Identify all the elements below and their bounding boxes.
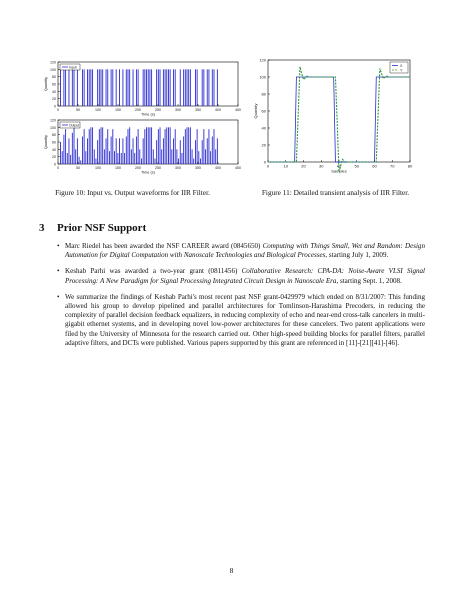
legend-label: X (400, 63, 403, 68)
x-tick-label: 350 (195, 108, 201, 112)
x-tick-label: 50 (76, 166, 80, 170)
bullet-icon: • (57, 292, 60, 301)
x-tick-label: 350 (195, 166, 201, 170)
x-axis-label: Time (s) (141, 112, 155, 117)
y-axis-label: Quantity (253, 103, 258, 119)
y-tick-label: 20 (52, 97, 56, 102)
x-tick-label: 20 (301, 163, 306, 169)
y-tick-label: 80 (52, 75, 56, 80)
bullet-text: Marc Riedel has been awarded the NSF CAREER award (0845650) (65, 242, 263, 250)
x-tick-label: 250 (155, 108, 161, 112)
figure-10 (44, 58, 244, 178)
section-number: 3 (39, 222, 45, 234)
y-tick-label: 0 (54, 162, 56, 167)
x-tick-label: 450 (235, 166, 241, 170)
x-tick-label: 70 (390, 163, 395, 169)
y-tick-label: 40 (52, 147, 56, 152)
x-tick-label: 50 (76, 108, 80, 112)
y-tick-label: 60 (261, 108, 266, 114)
y-tick-label: 0 (263, 159, 266, 165)
y-tick-label: 120 (50, 118, 56, 123)
x-tick-label: 10 (283, 163, 288, 169)
x-tick-label: 80 (407, 163, 413, 169)
grant-title: Computing with Things Small, Wet and Random: Design Automation for Digital Computation with Nanoscale Technologies and Biological Processes (65, 242, 425, 260)
page-number: 8 (229, 566, 234, 575)
y-axis-label: Quantity (44, 134, 48, 150)
y-tick-label: 40 (261, 125, 266, 131)
figure-10-caption: Figure 10: Input vs. Output waveforms for IIR Filter. (55, 188, 210, 197)
y-tick-label: 100 (50, 67, 56, 72)
x-tick-label: 30 (319, 163, 324, 169)
series-line (268, 67, 410, 172)
x-axis-label: Samples (331, 168, 347, 174)
x-tick-label: 50 (354, 163, 359, 169)
x-tick-label: 250 (155, 166, 161, 170)
x-tick-label: 100 (95, 108, 101, 112)
y-tick-label: 100 (259, 74, 266, 80)
x-tick-label: 400 (215, 108, 221, 112)
y-tick-label: 80 (52, 133, 56, 138)
y-tick-label: 40 (52, 89, 56, 94)
legend-label: Y (400, 68, 403, 73)
x-tick-label: 450 (235, 108, 241, 112)
bullet-icon: • (57, 267, 60, 276)
x-tick-label: 40 (336, 163, 342, 169)
bullet-list (57, 242, 425, 355)
y-tick-label: 100 (50, 125, 56, 130)
fig11-plot (253, 58, 413, 174)
x-tick-label: 200 (135, 166, 141, 170)
y-tick-label: 60 (52, 82, 56, 87)
y-tick-label: 0 (54, 104, 56, 109)
section-heading (39, 222, 146, 234)
x-axis-label: Time (s) (141, 170, 155, 175)
y-tick-label: 120 (259, 57, 266, 63)
y-axis-label: Quantity (44, 76, 48, 92)
x-tick-label: 100 (95, 166, 101, 170)
x-tick-label: 60 (372, 163, 377, 169)
legend-label: Input (69, 65, 77, 70)
x-tick-label: 0 (57, 108, 59, 112)
x-tick-label: 150 (115, 108, 121, 112)
plot-frame (268, 60, 410, 162)
x-tick-label: 400 (215, 166, 221, 170)
y-tick-label: 60 (52, 140, 56, 145)
x-tick-label: 0 (266, 163, 270, 169)
y-tick-label: 120 (50, 60, 56, 65)
bullet-text: We summarize the findings of Keshab Parhi's most recent past NSF grant-0429979 which ended on 8/31/2007: This funding allowed his group to develop pipelined and parallel architectures for Tomlinson-Harashima Precoders, in reducing the complexity of parallel decision feedback equalizers, in reducing complexity of echo and near-end cross-talk cancelers in multi-gigabit ethernet systems, and in developing novel low-power architectures for these cancelers. Two patent applications were filed by the University of Minnesota for the research carried out. Other high-speed building blocks for parallel filters, parallel adaptive filters, and DCTs were published. Various papers supported by this grant are referenced in [11]-[21][41]-[46]. (65, 292, 425, 347)
x-tick-label: 300 (175, 108, 181, 112)
fig10-bottom-plot (44, 119, 241, 175)
bullet-text: , starting Sept. 1, 2008. (336, 276, 402, 285)
section-title: Prior NSF Support (57, 222, 147, 234)
legend-label: Output (69, 123, 80, 128)
list-item (57, 242, 425, 260)
x-tick-label: 0 (57, 166, 59, 170)
y-tick-label: 20 (52, 155, 56, 160)
bullet-text: , starting July 1, 2009. (325, 251, 389, 260)
figure-11-caption: Figure 11: Detailed transient analysis of IIR Filter. (261, 188, 410, 197)
grant-title: Collaborative Research: CPA-DA: Noise-Aware VLSI Signal Processing: A New Paradigm for Signal Processing Integrated Circuit Design in Nanoscale Era (65, 267, 425, 285)
figure-11 (252, 56, 420, 176)
bullet-text: Keshab Parhi was awarded a two-year grant (0811456) (65, 267, 242, 276)
fig10-top-plot (44, 61, 241, 117)
x-tick-label: 200 (135, 108, 141, 112)
x-tick-label: 150 (115, 166, 121, 170)
legend-box (390, 62, 408, 73)
x-tick-label: 300 (175, 166, 181, 170)
list-item (57, 267, 425, 285)
bullet-icon: • (57, 242, 60, 250)
series-line (268, 77, 410, 162)
y-tick-label: 80 (261, 91, 266, 97)
y-tick-label: 20 (261, 142, 266, 148)
list-item (57, 292, 425, 348)
